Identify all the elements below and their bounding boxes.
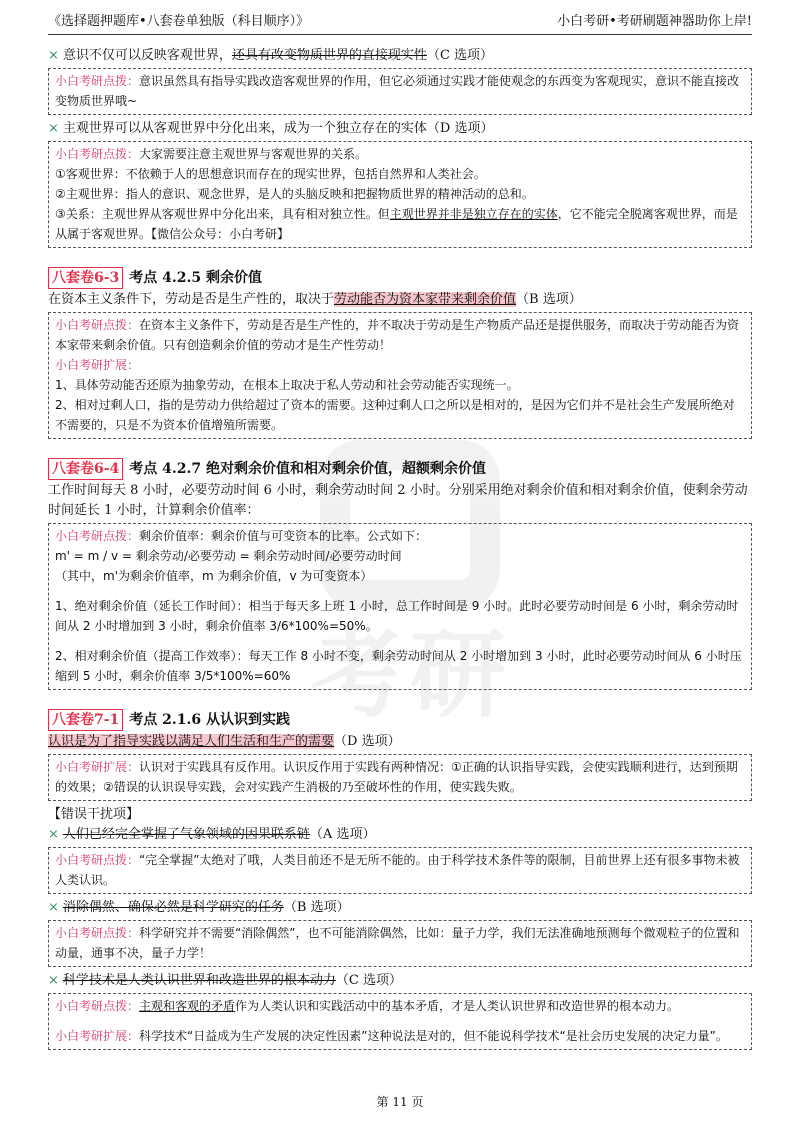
exam-tag: 八套卷6-3 [48,267,123,289]
note-box: 小白考研扩展：认识对于实践具有反作用。认识反作用于实践有两种情况：①正确的认识指导实践，会使实践顺利进行，达到预期的效果；②错误的认识误导实践，会对实践产生消极的乃至破坏性的作用，使实践失败。 [48,754,752,801]
option-c: × 科学技术是人类认识世界和改造世界的根本动力（C 选项） [48,973,403,988]
exam-tag: 八套卷7-1 [48,709,123,731]
question-stem: 工作时间每天 8 小时，必要劳动时间 6 小时，剩余劳动时间 2 小时。分别采用绝对剩余价值和相对剩余价值，使剩余劳动时间延长 1 小时，计算剩余价值率： [48,483,748,518]
watermark-text: 考研 [310,618,510,731]
exam-tag: 八套卷6-4 [48,458,123,480]
section-heading: 八套卷7-1 考点 2.1.6 从认识到实践 [48,708,752,732]
note-box: 小白考研点拨：意识虽然具有指导实践改造客观世界的作用，但它必须通过实践才能使观念的东西变为客观现实，意识不能直接改变物质世界哦~ [48,68,752,115]
option-b: × 消除偶然、确保必然是科学研究的任务（B 选项） [48,900,350,915]
note-box: 小白考研点拨：“完全掌握”太绝对了哦，人类目前还不是无所不能的。由于科学技术条件等的限制，目前世界上还有很多事物未被人类认识。 [48,847,752,894]
cross-icon: × [48,48,59,63]
cross-icon: × [48,973,59,988]
note-box: 小白考研点拨：主观和客观的矛盾作为人类认识和实践活动中的基本矛盾，才是人类认识世界和改造世界的根本动力。 小白考研扩展：科学技术“日益成为生产发展的决定性因素”这种说法是对的，但不能说科学技术“是社会历史发展的决定力量”。 [48,993,752,1050]
option-c: × 意识不仅可以反映客观世界，还具有改变物质世界的直接现实性（C 选项） [48,48,494,63]
page-content [48,46,752,1054]
cross-icon: × [48,900,59,915]
note-box: 小白考研点拨：在资本主义条件下，劳动是否是生产性的，并不取决于劳动是生产物质产品还是提供服务，而取决于劳动能否为资本家带来剩余价值。只有创造剩余价值的劳动才是生产性劳动！ 小白考研扩展： 1、具体劳动能否还原为抽象劳动，在根本上取决于私人劳动和社会劳动能否实现统一。 2、相对过剩人口，指的是劳动力供给超过了资本的需要。这种过剩人口之所以是相对的，是因为它们并不是社会生产发展所绝对不需要的，只是不为资本价值增殖所需要。 [48,312,752,439]
section-heading: 八套卷6-3 考点 4.2.5 剩余价值 [48,266,752,290]
distractor-heading: 【错误干扰项】 [48,807,140,822]
question-stem: 认识是为了指导实践以满足人们生活和生产的需要（D 选项） [48,734,401,749]
cross-icon: × [48,121,59,136]
header-book-title: 《选择题押题库•八套卷单独版（科目顺序）》 [48,14,310,29]
note-box: 小白考研点拨：科学研究并不需要“消除偶然”，也不可能消除偶然，比如：量子力学，我们无法准确地预测每个微观粒子的位置和动量，通事不决，量子力学！ [48,920,752,967]
section-heading: 八套卷6-4 考点 4.2.7 绝对剩余价值和相对剩余价值，超额剩余价值 [48,457,752,481]
note-box: 小白考研点拨：剩余价值率：剩余价值与可变资本的比率。公式如下： m' = m / v = 剩余劳动/必要劳动 = 剩余劳动时间/必要劳动时间 （其中，m'为剩余价值率，m 为剩余价值，v 为可变资本） 1、绝对剩余价值（延长工作时间）：相当于每天多上班 1 小时，总工作时间是 9 小时。此时必要劳动时间是 6 小时，剩余劳动时间从 2 小时增加到 3 小时，剩余价值率 3/6*100%=50%。 2、相对剩余价值（提高工作效率）：每天工作 8 小时不变，剩余劳动时间从 2 小时增加到 3 小时，此时必要劳动时间从 6 小时压缩到 5 小时，剩余价值率 3/5*100%=60% [48,523,752,690]
cross-icon: × [48,827,59,842]
header-slogan: 小白考研•考研刷题神器助你上岸! [557,14,752,29]
option-d: × 主观世界可以从客观世界中分化出来，成为一个独立存在的实体（D 选项） [48,121,494,136]
page-number: 第 11 页 [376,1095,424,1109]
page-header [48,10,752,35]
option-a: × 人们已经完全掌握了气象领域的因果联系链（A 选项） [48,827,376,842]
note-box: 小白考研点拨：大家需要注意主观世界与客观世界的关系。 ①客观世界：不依赖于人的思想意识而存在的现实世界，包括自然界和人类社会。 ②主观世界：指人的意识、观念世界，是人的头脑反映和把握物质世界的精神活动的总和。 ③关系：主观世界从客观世界中分化出来，具有相对独立性。但主观世界并非是独立存在的实体，它不能完全脱离客观世界，而是从属于客观世界。【微信公众号：小白考研】 [48,141,752,248]
question-stem: 在资本主义条件下，劳动是否是生产性的，取决于劳动能否为资本家带来剩余价值（B 选项） [48,292,582,307]
